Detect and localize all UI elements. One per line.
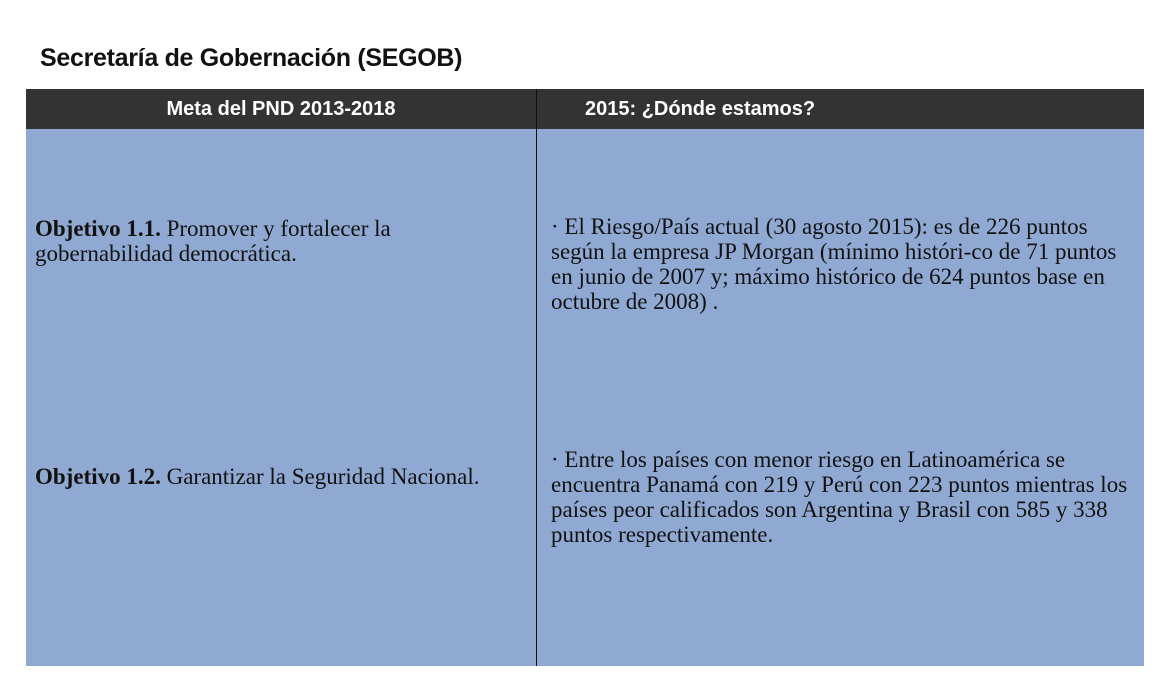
objective-cell-1 [35, 216, 505, 266]
page-title: Secretaría de Gobernación (SEGOB) [40, 44, 463, 72]
column-header-goal: Meta del PND 2013-2018 [166, 98, 396, 120]
table-header [26, 89, 1144, 129]
goals-table [26, 89, 1144, 666]
objective-cell-2 [35, 464, 535, 489]
objective-text: Promover y fortalecer la gobernabilidad democrática. [35, 216, 391, 266]
objective-label: Objetivo 1.2. [35, 464, 161, 489]
column-divider [536, 89, 537, 666]
objective-text: Garantizar la Seguridad Nacional. [160, 464, 480, 489]
status-cell-2: · Entre los países con menor riesgo en Latinoamérica se encuentra Panamá con 219 y Perú con 223 puntos mientras los países peor calificados son Argentina y Brasil con 585 y 338 puntos respectivamente. [551, 447, 1128, 547]
status-cell-1: · El Riesgo/País actual (30 agosto 2015): es de 226 puntos según la empresa JP Morgan (mínimo históri-co de 71 puntos en junio de 2007 y; máximo histórico de 624 puntos base en octubre de 2008) . [551, 214, 1117, 314]
objective-label: Objetivo 1.1. [35, 216, 161, 241]
column-header-status: 2015: ¿Dónde estamos? [585, 98, 816, 120]
